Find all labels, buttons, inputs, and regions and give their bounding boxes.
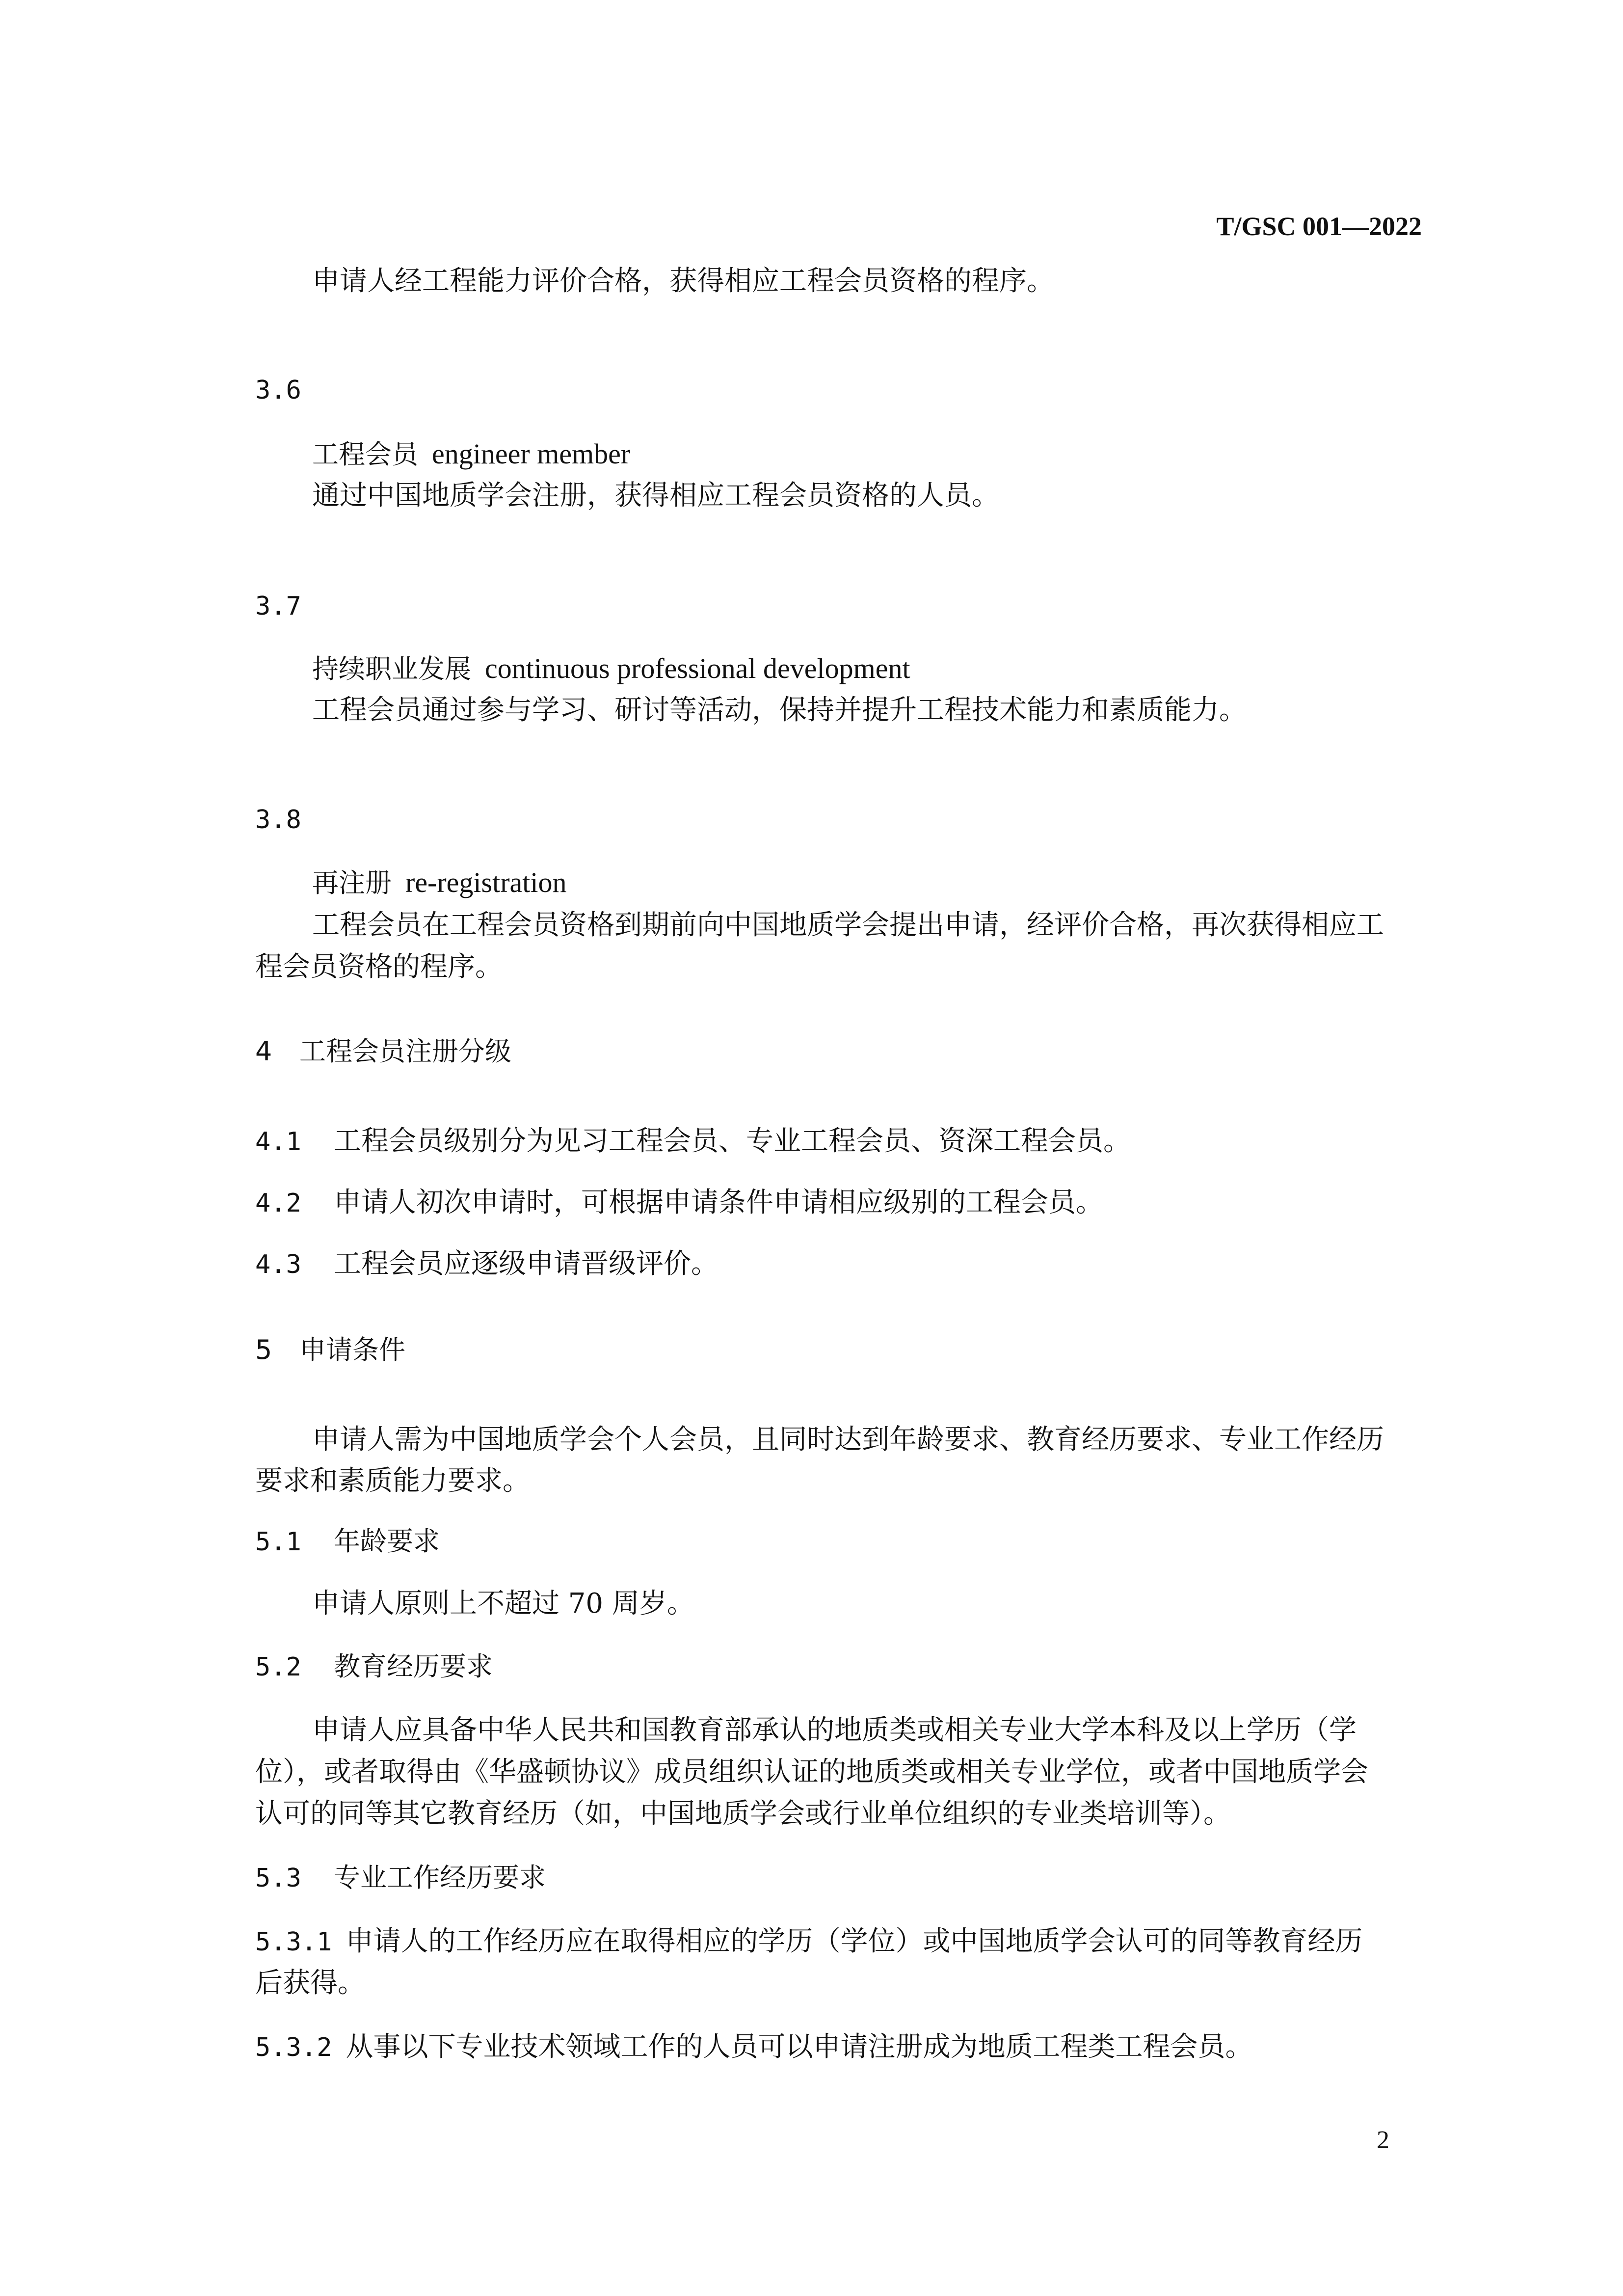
clause-title: 专业工作经历要求	[334, 1862, 546, 1893]
term-zh: 工程会员	[312, 439, 418, 470]
section-number: 5	[255, 1334, 272, 1365]
definition-3-8-line2: 程会员资格的程序。	[255, 951, 503, 983]
clause-text: 申请人的工作经历应在取得相应的学历（学位）或中国地质学会认可的同等教育经历	[346, 1925, 1363, 1957]
document-number: T/GSC 001—2022	[1216, 212, 1422, 241]
clause-5-1-heading	[255, 1522, 440, 1562]
term-zh: 持续职业发展	[312, 653, 471, 684]
section-number: 4	[255, 1036, 272, 1067]
section-5-heading	[255, 1330, 405, 1370]
clause-5-3-1-line2: 后获得。	[255, 1967, 365, 1999]
clause-4-2	[255, 1181, 1103, 1225]
clause-text: 从事以下专业技术领域工作的人员可以申请注册成为地质工程类工程会员。	[346, 2031, 1253, 2063]
section-4-heading	[255, 1032, 511, 1071]
clause-number: 4.2	[255, 1189, 301, 1218]
clause-text: 工程会员应逐级申请晋级评价。	[334, 1248, 718, 1280]
clause-number: 5.3.2	[255, 2033, 332, 2062]
term-en: engineer member	[432, 438, 631, 470]
definition-3-8-line1: 工程会员在工程会员资格到期前向中国地质学会提出申请，经评价合格，再次获得相应工	[312, 909, 1384, 941]
clause-title: 教育经历要求	[334, 1651, 493, 1682]
clause-title: 年龄要求	[334, 1526, 440, 1557]
clause-4-3	[255, 1242, 718, 1287]
clause-number: 5.2	[255, 1652, 301, 1682]
definition-3-6: 通过中国地质学会注册，获得相应工程会员资格的人员。	[312, 480, 999, 512]
clause-5-2-line1: 申请人应具备中华人民共和国教育部承认的地质类或相关专业大学本科及以上学历（学	[312, 1714, 1357, 1746]
section-title: 工程会员注册分级	[299, 1036, 511, 1067]
clause-number-3-6: 3.6	[255, 376, 301, 405]
clause-text: 工程会员级别分为见习工程会员、专业工程会员、资深工程会员。	[334, 1125, 1131, 1157]
clause-number: 4.1	[255, 1127, 301, 1157]
term-3-6	[312, 434, 630, 474]
section-5-intro-line2: 要求和素质能力要求。	[255, 1465, 530, 1497]
term-zh: 再注册	[312, 867, 392, 898]
definition-3-5: 申请人经工程能力评价合格，获得相应工程会员资格的程序。	[312, 265, 1054, 297]
clause-number: 5.3.1	[255, 1927, 332, 1957]
term-3-7	[312, 649, 910, 689]
clause-4-1	[255, 1119, 1131, 1164]
clause-number: 4.3	[255, 1250, 301, 1279]
term-en: re-registration	[405, 866, 567, 898]
clause-5-2-line3: 认可的同等其它教育经历（如，中国地质学会或行业单位组织的专业类培训等）。	[255, 1798, 1231, 1830]
clause-5-1-text: 申请人原则上不超过 70 周岁。	[312, 1588, 694, 1620]
clause-text: 申请人初次申请时，可根据申请条件申请相应级别的工程会员。	[334, 1187, 1103, 1218]
page-number: 2	[1377, 2126, 1389, 2154]
clause-number: 5.1	[255, 1527, 301, 1557]
clause-number-3-7: 3.7	[255, 592, 301, 621]
section-5-intro-line1: 申请人需为中国地质学会个人会员，且同时达到年龄要求、教育经历要求、专业工作经历	[312, 1424, 1384, 1456]
clause-number: 5.3	[255, 1864, 301, 1893]
clause-5-3-heading	[255, 1858, 546, 1898]
clause-number-3-8: 3.8	[255, 805, 301, 835]
term-en: continuous professional development	[485, 652, 910, 684]
clause-5-3-1-line1	[255, 1919, 1363, 1964]
definition-3-7: 工程会员通过参与学习、研讨等活动，保持并提升工程技术能力和素质能力。	[312, 694, 1247, 726]
section-title: 申请条件	[299, 1334, 405, 1365]
clause-5-2-line2: 位），或者取得由《华盛顿协议》成员组织认证的地质类或相关专业学位，或者中国地质学会	[255, 1756, 1368, 1788]
clause-5-2-heading	[255, 1647, 493, 1687]
term-3-8	[312, 863, 567, 903]
clause-5-3-2	[255, 2025, 1253, 2070]
